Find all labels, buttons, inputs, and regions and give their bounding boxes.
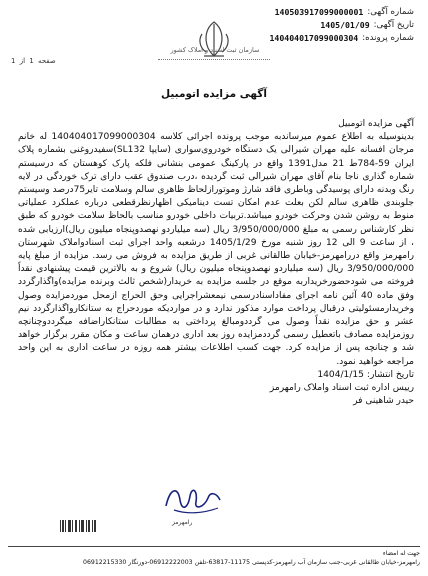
barcode-icon [60, 520, 96, 532]
signatory-title: رییس اداره ثبت اسناد واملاک رامهرمز [269, 383, 414, 394]
document-title: آگهی مزایده اتومبیل [161, 88, 267, 100]
ad-date-row [244, 19, 414, 32]
footer-address: رامهرمز-خیابان طالقانی غربی-جنب سازمان آب رامهرمز-کدپستی 11175-63817-تلفن 06912222003-دورنگار 06912215330 [83, 559, 420, 566]
document-footer [8, 546, 420, 567]
signature-icon [160, 478, 226, 518]
document-body [18, 118, 414, 408]
ad-date-label: تاریخ آگهی: [373, 20, 414, 30]
file-number-value: 140404017099000304 [269, 33, 359, 43]
page-of: از [19, 57, 26, 65]
body-paragraph: بدینوسیله به اطلاع عموم میرساندبه موجب پرونده اجرائی کلاسه 140404017099000304 له خانم مرجان افسانه علیه مهران شیرالی یک دستگاه خودروی‌سواری (سایپا SL132)سفیدروغنی بشماره پلاک ایران 59-784ط 21 مدل1391 واقع در پارکینگ عمومی بنشانی فلکه پارک کوهستان که درسیستم شماره گذاری ناجا بنام آقای مهران شیرالی ثبت گردیده ،درب صندوق عقب دارای ترک خوردگی در لایه رنگ وبدنه دارای پوسیدگی وباطری فاقد شارژ وموتورازلحاظ ظاهری سالم وسلامت تایر75درصد وسیستم جلوبندی ظاهری سالم لکن بعلت عدم امکان تست دینامیکی اظهارنظرقطعی درباره عملکرد عملیاتی منوط به روشن شدن وحرکت خودرو میباشد.تربیات داخلی خودرو مناسب بالحاظ سلامت خودرو که طبق نظر کارشناس رسمی به مبلغ 3/950/000/000 ریال (سه میلیاردو نهصدوپنجاه میلیون ریال)ارزیابی شده ، از ساعت 9 الی 12 روز شنبه مورخ 1405/1/29 درشعبه واحد اجرای ثبت اسنادواملاک شهرستان رامهرمز واقع دررامهرمز-خیابان طالقانی غربی از طریق مزایده به فروش می رسد. مزایده از مبلغ پایه 3/950/000/000 ریال (سه میلیاردو نهصدوپنجاه میلیون ریال) شروع و به بالاترین قیمت پیشنهادی نقداً فروخته می شودحضورخریداربه موقع در جلسه مزایده به خریدار(شخص ثالث وبرنده مزایده)واگذارگردد وفق ماده 40 آئین نامه اجرای مفاداسنادرسمی نیمعشراجرایی وحق الحراج ازمحل موردمزایده وصول وخریدارمسئولیتی درقبال پرداخت موارد مذکور ندارد و در مواردیکه موردحراج به ستانکارواگذارگردد نیم عشر و حق مزایده نقداً وصول می گرددومبالغ پرداختی به مطالبات ستانکاراضافه میگرددوچنانچه روزمزایده مصادف باتعطیل رسمی گرددمزایده روز بعد اداری درهمان ساعت و مکان مقرر برگزار خواهد شد و چنانچه پس از مزایده کرد. جهت کسب اطلاعات بیشتر همه روزه در ساعت اداری به این واحد مراجعه خواهید نمود. [18, 132, 415, 367]
ad-number-value: 140503917099000001 [274, 7, 364, 17]
footer-line-1: جهت له امضاء [382, 550, 420, 557]
page-label: صفحه [37, 57, 56, 65]
file-number-label: شماره پرونده: [362, 33, 414, 43]
page-number [10, 57, 57, 65]
ad-number-row [244, 6, 414, 19]
page-current: 1 [29, 57, 34, 65]
ad-date-value: 1405/01/09 [320, 20, 370, 30]
ad-number-label: شماره آگهی: [367, 7, 414, 17]
file-number-row [244, 32, 414, 45]
page-total: 1 [11, 57, 16, 65]
org-divider [158, 55, 270, 60]
body-heading: آگهی مزایده اتومبیل [338, 119, 414, 129]
signatory-name: حیدر شاهینی فر [353, 396, 414, 407]
header-meta [244, 6, 414, 45]
publish-date: تاریخ انتشار: 1404/1/15 [317, 369, 414, 380]
org-name: سازمان ثبت اسناد و املاک کشور [170, 46, 260, 54]
signature-caption: رامهرمز [172, 519, 193, 526]
